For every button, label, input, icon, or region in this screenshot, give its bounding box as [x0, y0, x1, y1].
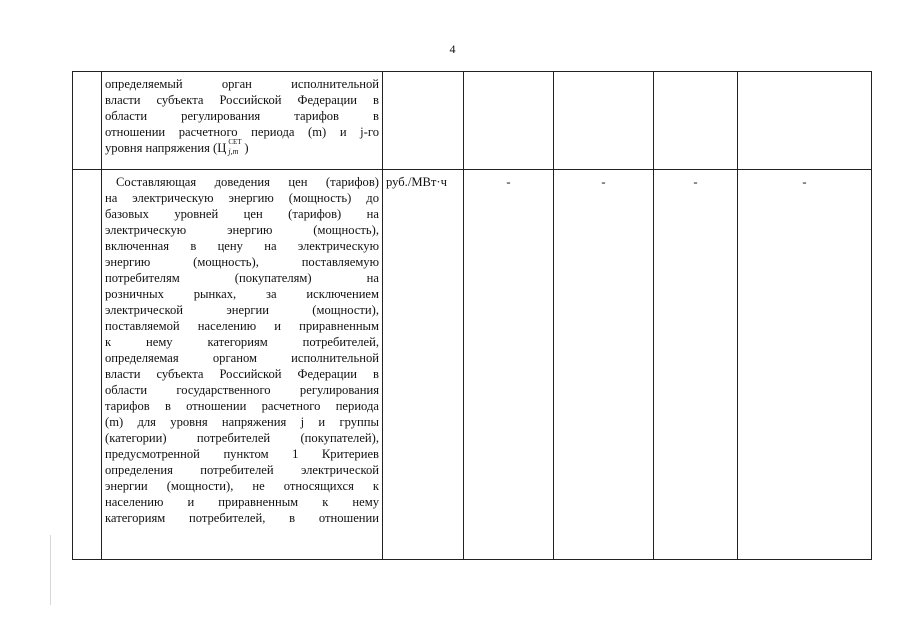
description-cell	[102, 72, 383, 170]
formula-superscript: СЕТ	[228, 138, 242, 146]
description-line: электрическую энергию (мощность),	[105, 223, 379, 237]
description-line: власти субъекта Российской Федерации в	[105, 367, 379, 381]
formula-line: уровня напряжения (Ц СЕТ j,m )	[105, 140, 379, 156]
table-row	[73, 170, 872, 560]
description-line: области государственного регулирования	[105, 383, 379, 397]
unit-cell	[383, 170, 464, 560]
value-cell	[654, 170, 738, 560]
description-line: электрической энергии (мощности),	[105, 303, 379, 317]
description-line: тарифов в отношении расчетного периода	[105, 399, 379, 413]
description-line: (категории) потребителей (покупателей),	[105, 431, 379, 445]
row-number-cell	[73, 72, 102, 170]
description-line: (m) для уровня напряжения j и группы	[105, 415, 379, 429]
description-line: базовых уровней цен (тарифов) на	[105, 207, 379, 221]
description-line: отношении расчетного периода (m) и j-го	[105, 125, 379, 139]
description-line: области регулирования тарифов в	[105, 109, 379, 123]
table-row	[73, 72, 872, 170]
value-cell	[554, 72, 654, 170]
description-line: определяемая органом исполнительной	[105, 351, 379, 365]
value-cell	[738, 170, 872, 560]
description-line: к нему категориям потребителей,	[105, 335, 379, 349]
page-number: 4	[449, 42, 456, 56]
value-cell	[554, 170, 654, 560]
description-line: категориям потребителей, в отношении	[105, 511, 379, 525]
tariff-table	[72, 71, 872, 560]
description-line: предусмотренной пунктом 1 Критериев	[105, 447, 379, 461]
description-line: энергии (мощности), не относящихся к	[105, 479, 379, 493]
value-cell	[464, 72, 554, 170]
value-dash: -	[802, 175, 807, 189]
value-dash: -	[693, 175, 698, 189]
value-cell	[738, 72, 872, 170]
formula-subscript: j,m	[228, 147, 239, 156]
scan-artifact	[50, 535, 51, 605]
unit-cell	[383, 72, 464, 170]
value-dash: -	[601, 175, 606, 189]
description-line: на электрическую энергию (мощность) до	[105, 191, 379, 205]
description-line: энергию (мощность), поставляемую	[105, 255, 379, 269]
value-cell	[464, 170, 554, 560]
description-line: включенная в цену на электрическую	[105, 239, 379, 253]
description-line: населению и приравненным к нему	[105, 495, 379, 509]
description-line: розничных рынках, за исключением	[105, 287, 379, 301]
description-cell	[102, 170, 383, 560]
value-cell	[654, 72, 738, 170]
description-line: определяемый орган исполнительной	[105, 77, 379, 91]
formula-symbol: Ц	[217, 141, 227, 155]
value-dash: -	[506, 175, 511, 189]
unit-label: руб./МВт·ч	[386, 175, 447, 189]
description-line: потребителям (покупателям) на	[105, 271, 379, 285]
description-line: поставляемой населению и приравненным	[105, 319, 379, 333]
row-number-cell	[73, 170, 102, 560]
description-line: власти субъекта Российской Федерации в	[105, 93, 379, 107]
description-line: Составляющая доведения цен (тарифов)	[116, 175, 379, 189]
description-line: определения потребителей электрической	[105, 463, 379, 477]
